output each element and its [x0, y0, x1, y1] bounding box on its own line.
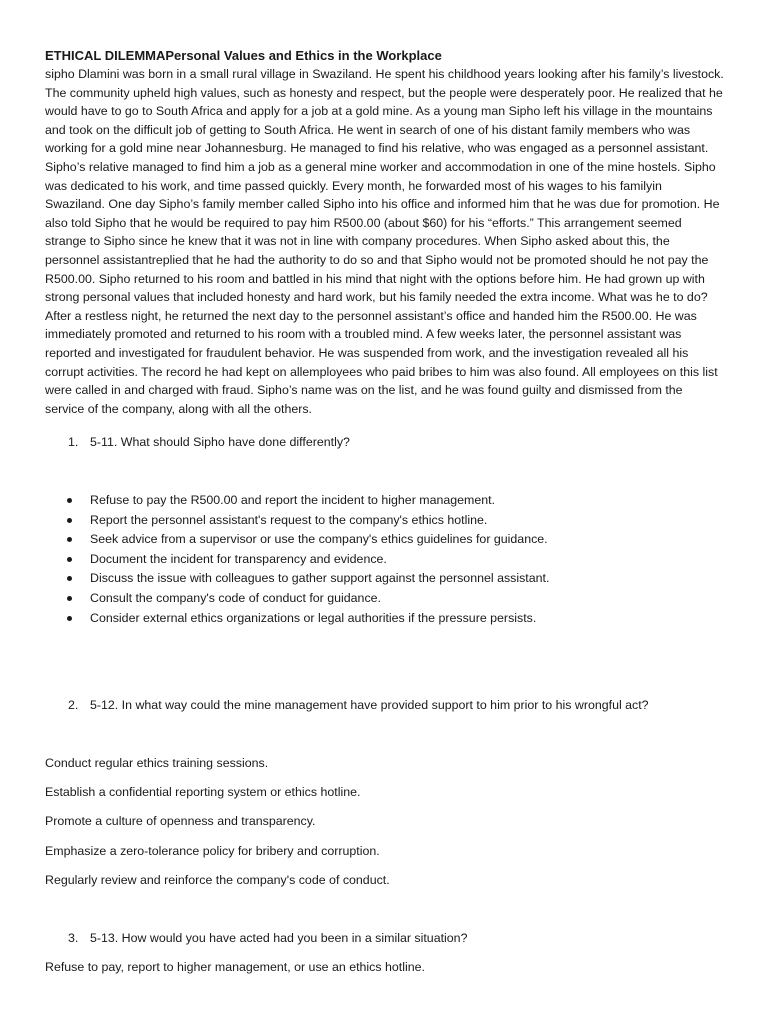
list-item: Document the incident for transparency and evidence. [67, 550, 549, 570]
case-study-text: sipho Dlamini was born in a small rural village in Swaziland. He spent his childhood years looking after his family’s livestock. The community upheld high values, such as honesty and respect, but the people were desperately poor. He realized that he would have to go to South Africa and apply for a job at a gold mine. As a young man Sipho left his village in the mountains and took on the difficult job of getting to South Africa. He went in search of one of his distant family members who was working for a gold mine near Johannesburg. He managed to find his relative, who was engaged as a personnel assistant. Sipho’s relative managed to find him a job as a general mine worker and accommodation in one of the mine hostels. Sipho was dedicated to his work, and time passed quickly. Every month, he forwarded most of his wages to his familyin Swaziland. One day Sipho’s family member called Sipho into his office and informed him that he was due for promotion. He also told Sipho that he would be required to pay him R500.00 (about $60) for his “efforts.” This arrangement seemed strange to Sipho since he knew that it was not in line with company procedures. When Sipho asked about this, the personnel assistantreplied that he had the authority to do so and that Sipho would not be promoted should he not pay the R500.00. Sipho returned to his room and battled in his mind that night with the options before him. He had grown up with strong personal values that included honesty and hard work, but his family needed the extra income. What was he to do? After a restless night, he returned the next day to the personnel assistant’s office and handed him the R500.00. He was immediately promoted and returned to his room with a troubled mind. A few weeks later, the personnel assistant was reported and investigated for fraudulent behavior. He was suspended from work, and the investigation revealed all his corrupt activities. The record he had kept on allemployees who paid bribes to him was also found. All employees on this list were called in and charged with fraud. Sipho’s name was on the list, and he was found guilty and dismissed from the service of the company, along with all the others. [45, 67, 724, 416]
bullet-icon [67, 537, 72, 542]
bullet-icon [67, 576, 72, 581]
question-1-answer-list [67, 491, 549, 628]
question-2-answer-4: Emphasize a zero-tolerance policy for bribery and corruption. [45, 844, 380, 858]
question-2 [68, 696, 649, 714]
bullet-icon [67, 616, 72, 621]
question-2-answer-2: Establish a confidential reporting system or ethics hotline. [45, 785, 361, 799]
list-item: Consult the company's code of conduct for guidance. [67, 589, 549, 609]
question-1-number: 1. [68, 435, 79, 449]
question-2-number: 2. [68, 698, 79, 712]
question-3-answer-1: Refuse to pay, report to higher management, or use an ethics hotline. [45, 960, 425, 974]
document-title: ETHICAL DILEMMAPersonal Values and Ethics in the Workplace [45, 48, 442, 63]
bullet-icon [67, 596, 72, 601]
bullet-icon [67, 518, 72, 523]
question-3-number: 3. [68, 931, 79, 945]
list-item: Seek advice from a supervisor or use the company's ethics guidelines for guidance. [67, 530, 549, 550]
bullet-icon [67, 498, 72, 503]
bullet-icon [67, 557, 72, 562]
question-1 [68, 433, 350, 451]
question-3 [68, 929, 467, 947]
list-item: Discuss the issue with colleagues to gather support against the personnel assistant. [67, 569, 549, 589]
question-2-answer-3: Promote a culture of openness and transparency. [45, 814, 316, 828]
list-item: Consider external ethics organizations or legal authorities if the pressure persists. [67, 609, 549, 629]
list-item: Report the personnel assistant's request to the company's ethics hotline. [67, 511, 549, 531]
question-3-text: 5-13. How would you have acted had you been in a similar situation? [90, 931, 468, 945]
question-2-answer-1: Conduct regular ethics training sessions. [45, 756, 269, 770]
question-2-text: 5-12. In what way could the mine management have provided support to him prior to his wrongful act? [90, 698, 649, 712]
list-item: Refuse to pay the R500.00 and report the incident to higher management. [67, 491, 549, 511]
question-1-text: 5-11. What should Sipho have done differently? [90, 435, 350, 449]
question-2-answer-5: Regularly review and reinforce the company's code of conduct. [45, 873, 390, 887]
document-page [45, 47, 725, 974]
